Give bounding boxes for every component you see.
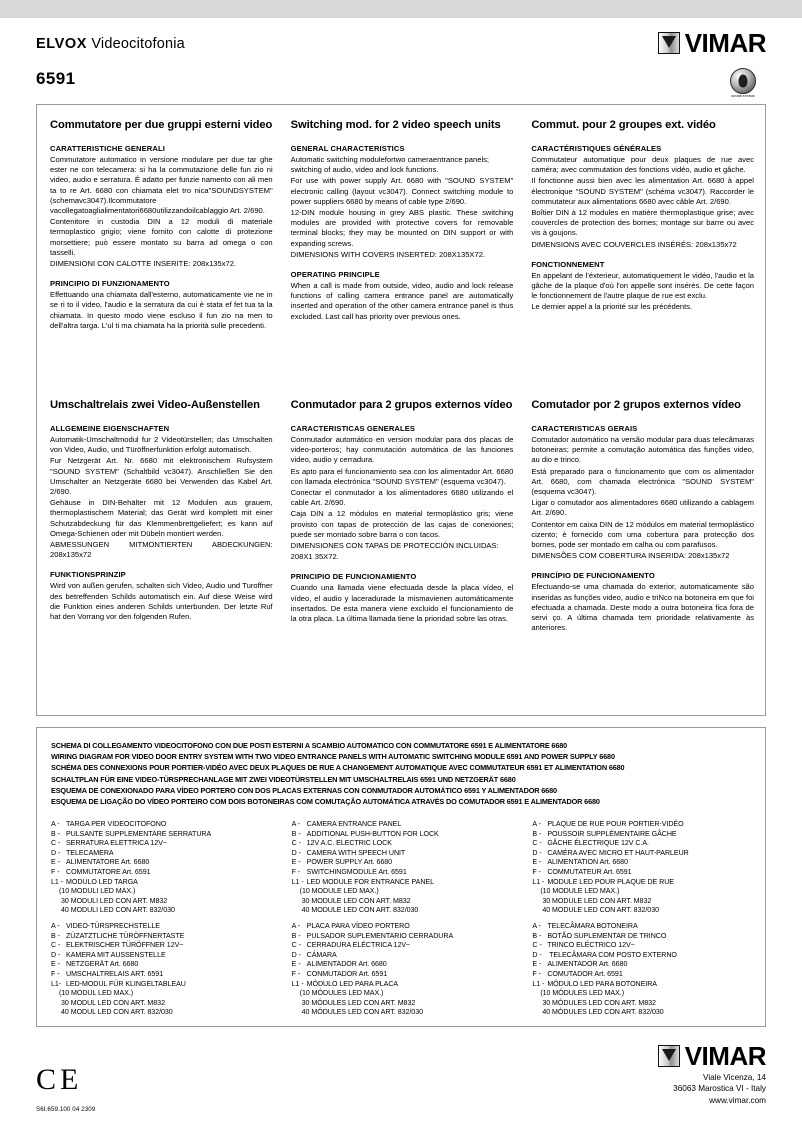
paragraph-es-7: Cuando una llamada viene efectuada desde la placa vídeo, el vídeo, el audio y laceradurade la mismavienen automáticamente insertados. De esta manera viene excluido el funcionamiento de la otra placa. La última llamada tiene la prioridad sobre las otras. [290, 583, 514, 624]
paragraph-en-2: For use with power supply Art. 6680 with "SOUND SYSTEM" electronic calling (layout vc3047). Connect switching module to power suppliers 6680 by means of cable type 2/690. [290, 176, 514, 206]
paragraph-pt-2: Está preparado para o funcionamento que com os alimentador Art. 6680, com chamada electrónica "SOUND SYSTEM" (esquema vc3047). [531, 466, 754, 497]
legend-text: TELECÂMARA COM POSTO EXTERNO [547, 950, 677, 959]
legend-item [532, 970, 757, 980]
legend-text: TELECAMERA [66, 848, 114, 857]
legend-item [532, 897, 757, 907]
legend-item [292, 849, 517, 859]
legend-item [51, 820, 276, 830]
ce-letter-e: E [60, 1063, 79, 1096]
section-head-fr-general: CARACTÉRISTIQUES GÉNÉRALES [531, 144, 662, 153]
legend-item [292, 922, 517, 932]
legend-text: 30 MODULE LED CON ART. M832 [301, 896, 411, 905]
sound-system-icon [730, 68, 756, 94]
address-city: 36063 Marostica VI - Italy [673, 1084, 766, 1094]
legend-key: L1 - [51, 877, 64, 886]
paragraph-pt-3: Ligar o comutador aos alimentadores 6680 utilizando a cablagem Art. 2/690. [531, 498, 754, 518]
legend-key: C - [51, 941, 61, 950]
column-title-fr: Commut. pour 2 groupes ext. vidéo [531, 119, 716, 131]
legend-text: PLAQUE DE RUE POUR PORTIER-VIDÉO [547, 820, 684, 828]
legend-key: E - [532, 960, 542, 969]
legend-text: ALIMENTADOR Art. 6680 [306, 960, 387, 969]
legend-item [292, 932, 517, 942]
document-code: S6I.659.100 04 2309 [36, 1106, 96, 1113]
legend-text: ELEKTRISCHER TÜRÖFFNER 12V~ [66, 941, 184, 950]
legend-item [532, 849, 757, 859]
legend-item [532, 906, 757, 916]
paragraph-es-4: Caja DIN a 12 módulos en material termoplástico gris; viene provisto con tapas de protección de las cajas de conexiones; puede ser montado sobre barra o con tacos. [290, 509, 514, 539]
description-column-es [291, 399, 514, 634]
legend-list-en [292, 820, 517, 916]
sound-system-badge [728, 68, 758, 98]
legend-text: SWITCHINGMODULE Art. 6591 [306, 867, 407, 876]
address-street: Viale Vicenza, 14 [703, 1073, 766, 1082]
legend-key: A - [291, 922, 301, 930]
legend-item [51, 906, 276, 916]
legend-item [51, 941, 276, 951]
legend-key: L1 - [291, 979, 304, 988]
legend-key: E - [291, 960, 301, 969]
legend-item [292, 970, 517, 980]
legend-text: CÁMARA [306, 950, 337, 959]
legend-key: F - [51, 969, 60, 978]
section-head-it-general: CARATTERISTICHE GENERALI [50, 144, 165, 153]
legend-key: B - [51, 829, 60, 838]
section-head-de-principle: FUNKTIONSPRINZIP [50, 570, 126, 580]
paragraph-pt-5: DIMENSÕES COM COBERTURA INSERIDA: 208x135x72 [531, 551, 730, 561]
legend-item [292, 951, 517, 961]
legend-key: C - [291, 839, 301, 848]
legend-item [532, 887, 757, 897]
legend-item [51, 970, 276, 980]
legend-key: B - [291, 931, 301, 940]
legend-list-fr [532, 820, 757, 916]
paragraph-it-4: Effettuando una chiamata dall'esterno, automaticamente vie ne in se ri to il video, l'audio e la serratura da cui è stata ef fet tua ta la chiamata. In questo modo viene escluso il fun zio na men to dell'altra targa. L'ul ti ma chiamata ha la priorità sulle precedenti. [50, 290, 273, 330]
vimar-wordmark: VIMAR [684, 28, 766, 58]
legend-item [51, 887, 276, 897]
legend-text: (10 MODUL LED MAX.) [59, 989, 134, 998]
legend-text: CERRADURA ELÉCTRICA 12V~ [306, 941, 411, 950]
legend-key: F - [532, 867, 541, 876]
legend-item [51, 932, 276, 942]
legend-text: ALIMENTATION Art. 6680 [547, 858, 628, 867]
wiring-title-en: WIRING DIAGRAM FOR VIDEO DOOR ENTRY SYSTEM WITH TWO VIDEO ENTRANCE PANELS WITH AUTOMATIC SWITCHING MODULE 6591 AND POWER SUPPLY 6680 [51, 752, 615, 762]
legend-text: ADDITIONAL PUSH-BUTTON FOR LOCK [306, 829, 439, 838]
column-title-it: Commutatore per due gruppi esterni video [50, 119, 273, 131]
section-head-it-principle: PRINCIPIO DI FUNZIONAMENTO [50, 279, 170, 289]
section-head-es-principle: PRINCIPIO DE FUNCIONAMIENTO [290, 572, 417, 582]
legend-item [292, 868, 517, 878]
wiring-diagram-titles [51, 740, 757, 807]
legend-item [292, 960, 517, 970]
wiring-title-de: SCHALTPLAN FÜR EINE VIDEO-TÜRSPRECHANLAGE MIT ZWEI VIDEOTÜRSTELLEN MIT UMSCHALTRELAIS 6591 UND NETZGERÄT 6680 [51, 774, 516, 784]
legend-key: E - [291, 858, 301, 867]
page-header [36, 28, 766, 106]
legend-text: ZÜZATZTLICHE TÜRÖFFNERTASTE [66, 931, 185, 940]
legend-text: VIDEO-TÜRSPRECHSTELLE [66, 922, 160, 930]
description-column-de [50, 399, 273, 634]
legend-text: 40 MÓDULES LED CON ART. 832/030 [301, 1008, 423, 1017]
legend-item [51, 849, 276, 859]
legend-text: TARGA PER VIDEOCITOFONO [66, 820, 167, 828]
legend-list-es [292, 922, 517, 1018]
legend-text: TRINCO ELÉCTRICO 12V~ [547, 941, 635, 950]
legend-key: D - [532, 950, 542, 959]
legend-item [51, 999, 276, 1009]
paragraph-es-2: Es apto para el funcionamiento sea con los alimentador Art. 6680 con llamada electrónica "SOUND SYSTEM" (esquema vc3047). [290, 466, 514, 486]
legend-text: TELECÂMARA BOTONEIRA [547, 922, 638, 930]
legend-text: BOTÃO SUPLEMENTAR DE TRINCO [547, 931, 667, 940]
legend-item [532, 1008, 757, 1018]
legend-item [51, 980, 276, 990]
legend-key: A - [51, 820, 60, 828]
legend-key: D - [291, 950, 301, 959]
legend-item [292, 980, 517, 990]
legend-key: C - [291, 941, 301, 950]
legend-text: ALIMENTATORE Art. 6680 [66, 858, 150, 867]
legend-item [51, 868, 276, 878]
legend-text: MÓDULO LED PARA PLACA [306, 979, 399, 988]
page-top-band [0, 0, 802, 18]
brand-line [36, 36, 185, 52]
legend-key: E - [51, 960, 60, 969]
paragraph-en-5: When a call is made from outside, video, audio and lock release functions of calling camera entrance panel are automatically inserted and operation of the other camera entrance panel is thus excluded. Last call has priority over previous ones. [290, 281, 514, 321]
brand-subtitle: Videocitofonia [91, 36, 185, 52]
legend-text: (10 MÓDULES LED MAX.) [540, 989, 625, 998]
legend-text: 40 MODULE LED CON ART. 832/030 [301, 906, 419, 915]
legend-text: 30 MÓDULES LED CON ART. M832 [542, 998, 656, 1007]
wiring-title-it: SCHEMA DI COLLEGAMENTO VIDEOCITOFONO CON DUE POSTI ESTERNI A SCAMBIO AUTOMATICO CON COMMUTATORE 6591 E ALIMENTATORE 6680 [51, 741, 568, 750]
legend-key: F - [291, 969, 301, 978]
paragraph-es-1: Conmutador automático en version modular para dos placas de video-porteros; hay conmutación automática de las funciones video, audio y cerradura. [290, 435, 514, 465]
section-head-fr-principle: FONCTIONNEMENT [531, 259, 605, 269]
vimar-wordmark: VIMAR [684, 1041, 766, 1071]
legend-text: COMMUTATORE Art. 6591 [66, 867, 151, 876]
legend-text: 30 MODULE LED CON ART. M832 [542, 896, 652, 905]
paragraph-it-2: Contenitore in custodia DIN a 12 moduli di materiale termoplastico grigio; viene fornito con calotte di protezione morsettiere; può essere montato su barra ad omega o con tasselli. [50, 217, 273, 257]
page-footer [36, 1035, 766, 1115]
legend-item [532, 999, 757, 1009]
legend-key: B - [291, 829, 301, 838]
company-address [658, 1072, 766, 1106]
legend-item [292, 887, 517, 897]
legend-text: MODULE LED POUR PLAQUE DE RUE [547, 877, 674, 886]
legend-item [292, 858, 517, 868]
paragraph-es-6: 208X1 35X72. [290, 552, 339, 562]
section-head-de-general: ALLGEMEINE EIGENSCHAFTEN [50, 424, 170, 433]
legend-item [51, 960, 276, 970]
vimar-logo-header [658, 30, 766, 56]
legend-item [532, 922, 757, 932]
legend-item [51, 989, 276, 999]
section-head-pt-principle: PRINCÍPIO DE FUNCIONAMENTO [531, 571, 655, 581]
product-description-box [36, 104, 766, 716]
sound-system-caption: SOUND SYSTEM [731, 95, 755, 98]
legend-text: PLACA PARA VÍDEO PORTERO [306, 922, 410, 930]
legend-item [51, 830, 276, 840]
column-title-de: Umschaltrelais zwei Video-Außenstellen [50, 399, 260, 411]
legend-key: C - [532, 941, 542, 950]
section-head-en-principle: OPERATING PRINCIPLE [290, 270, 380, 280]
legend-key: C - [532, 839, 542, 848]
column-title-en: Switching mod. for 2 video speech units [290, 119, 501, 131]
legend-text: COMUTADOR Art. 6591 [547, 969, 623, 978]
legend-text: PULSANTE SUPPLEMENTARE SERRATURA [66, 829, 212, 838]
legend-item [51, 1008, 276, 1018]
legend-text: 30 MÓDULES LED CON ART. M832 [301, 998, 416, 1007]
paragraph-fr-1: Commutateur automatique pour deux plaques de rue avec caméra; avec commutation des fonctions vidéo, audio et gâche. [531, 155, 754, 175]
legend-key: E - [51, 858, 60, 867]
legend-item [51, 839, 276, 849]
legend-item [51, 878, 276, 888]
legend-item [292, 830, 517, 840]
paragraph-de-1: Automatik-Umschaltmodul fur 2 Videotürstellen; das Umschalten von Video, Audio, und Türöffnerfunktion erfolgt automatisch. [50, 435, 273, 455]
legend-text: 12V A.C. ELECTRIC LOCK [306, 839, 392, 848]
legend-text: (10 MODULE LED MAX.) [540, 887, 620, 896]
legend-text: (10 MÓDULES LED MAX.) [299, 989, 384, 998]
description-column-fr [531, 119, 754, 332]
legend-item [292, 1008, 517, 1018]
description-column-pt [531, 399, 754, 634]
description-row-2 [50, 399, 754, 634]
ce-letter-c: C [36, 1063, 57, 1096]
page-title: 6591 [36, 69, 76, 88]
legend-key: B - [51, 931, 60, 940]
legend-item [532, 830, 757, 840]
legend-key: F - [291, 867, 301, 876]
legend-text: POUSSOIR SUPPLÉMENTAIRE GÂCHE [547, 829, 677, 838]
legend-key: A - [532, 820, 541, 828]
legend-item [532, 960, 757, 970]
legend-text: 40 MODULE LED CON ART. 832/030 [542, 906, 659, 915]
ce-marking-icon [36, 1065, 78, 1095]
paragraph-pt-4: Contentor em caixa DIN de 12 módulos em material termoplástico cizento; è fornecido com uma cobertura para protecção dos bornes, pode ser montado em calha ou com parafusos. [531, 519, 754, 550]
legend-key: D - [51, 950, 61, 959]
legend-item [51, 951, 276, 961]
paragraph-de-2: Fur Netzgerät Art. Nr. 6680 mit elektronischem Rufsystem "SOUND SYSTEM" (Schaltbild vc3047). Anschließen Sie den Umschalter an Netzgeräte 6680 bei Verwenden das Kabel Art. 2/690. [50, 456, 273, 497]
legend-key: L1- [51, 979, 62, 988]
legend-row-1 [51, 820, 757, 916]
legend-item [292, 820, 517, 830]
paragraph-de-4: ABMESSUNGEN MITMONTIERTEN ABDECKUNGEN: 208x135x72 [50, 540, 273, 560]
legend-text: 30 MODULI LED CON ART. M832 [61, 896, 168, 905]
paragraph-fr-2: Il fonctionne aussi bien avec les alimentation Art. 6680 à appel électronique "SOUND SYSTEM" (schéma vc3047). Raccorder le commutateur aux alimentations 6680 avec câble Art. 2/690. [531, 176, 754, 206]
legend-key: D - [51, 848, 61, 857]
paragraph-pt-6: Efectuando-se uma chamada do exterior, automaticamente são inseridas as funções video, audio e triNco na botoneira em que foi efectuada a chamada. Deste modo a outra botoneira fica fora de servi ço. A última chamada tem prioridade relativamente às anteriores. [531, 582, 754, 633]
legend-text: CAMÉRA AVEC MICRO ET HAUT-PARLEUR [547, 848, 689, 857]
legend-text: MODULO LED TARGA [66, 877, 138, 886]
description-column-it [50, 119, 273, 332]
legend-text: CAMERA WITH SPEECH UNIT [306, 848, 406, 857]
legend-key: A - [532, 922, 541, 930]
legend-text: GÂCHE ÉLECTRIQUE 12V C.A. [547, 839, 649, 848]
legend-item [532, 980, 757, 990]
paragraph-fr-5: En appelant de l'éxterieur, automatiquement le vidéo, l'audio et la gâche de la plaque d'où l'on appelle sont insérés. De cette façon le fonctionnement de l'autre plaque de rue est exclu. [531, 270, 754, 301]
legend-item [292, 839, 517, 849]
legend-text: 40 MODUL LED CON ART. 832/030 [61, 1008, 173, 1017]
paragraph-en-4: DIMENSIONS WITH COVERS INSERTED: 208X135X72. [290, 249, 486, 259]
legend-item [51, 858, 276, 868]
wiring-diagram-box [36, 727, 766, 1027]
legend-item [51, 897, 276, 907]
legend-text: UMSCHALTRELAIS ART. 6591 [66, 969, 164, 978]
legend-item [532, 858, 757, 868]
legend-text: 30 MODUL LED CON ART. M832 [61, 998, 165, 1007]
legend-item [532, 989, 757, 999]
legend-key: L1 - [532, 877, 545, 886]
legend-key: D - [532, 848, 542, 857]
legend-row-2 [51, 922, 757, 1018]
legend-text: LED-MODUL FÜR KLINGELTABLEAU [66, 979, 186, 988]
legend-item [532, 820, 757, 830]
legend-key: C - [51, 839, 61, 848]
paragraph-pt-1: Comutador automático na versão modular para duas telecâmaras botoneiras; permite a comutação automática das funções video, au dio e trinco. [531, 435, 754, 465]
vimar-logo-footer [658, 1043, 766, 1069]
legend-text: (10 MODULI LED MAX.) [59, 887, 136, 896]
wiring-title-fr: SCHÉMA DES CONNEXIONS POUR PORTIER-VIDÉO AVEC DEUX PLAQUES DE RUE A CHANGEMENT AUTOMATIQUE AVEC COMMUTATEUR 6591 ET ALIMENTATION 6680 [51, 763, 625, 773]
legend-text: COMMUTATEUR Art. 6591 [547, 867, 632, 876]
legend-text: KAMERA MIT AUSSENSTELLE [66, 950, 166, 959]
legend-text: (10 MODULE LED MAX.) [299, 887, 379, 896]
description-row-1 [50, 119, 754, 332]
legend-list-de [51, 922, 276, 1018]
legend-item [532, 951, 757, 961]
legend-key: E - [532, 858, 542, 867]
legend-key: L1 - [532, 979, 545, 988]
legend-text: NETZGERÄT Art. 6680 [66, 960, 139, 969]
legend-key: A - [291, 820, 301, 828]
legend-item [292, 897, 517, 907]
legend-text: PULSADOR SUPLEMENTARIO CERRADURA [306, 931, 454, 940]
legend-text: 40 MODULI LED CON ART. 832/030 [61, 906, 175, 915]
legend-key: A - [51, 922, 60, 930]
legend-list-it [51, 820, 276, 916]
legend-list-pt [532, 922, 757, 1018]
paragraph-fr-3: Boîtier DIN à 12 modules en matière thermoplastique grise; avec couvercles de protection des bornes; montage sur barre ou avec vis à goujons. [531, 208, 754, 238]
section-head-es-general: CARACTERISTICAS GENERALES [290, 424, 416, 433]
paragraph-it-3: DIMENSIONI CON CALOTTE INSERITE: 208x135x72. [50, 259, 237, 269]
vimar-mark-icon [658, 1045, 680, 1067]
legend-item [532, 941, 757, 951]
legend-text: ALIMENTADOR Art. 6680 [547, 960, 628, 969]
legend-item [292, 989, 517, 999]
legend-text: CONMUTADOR Art. 6591 [306, 969, 388, 978]
legend-text: 40 MÓDULES LED CON ART. 832/030 [542, 1008, 664, 1017]
brand-elvox: ELVOX [36, 36, 88, 52]
paragraph-de-3: Gehäuse in DIN-Behälter mit 12 Modulen aus grauem, thermoplastischem Material; das Gerät wird komplett mit einer Schutzabdeckung für das Klemmenbrettgeliefert; es kann auf Omega-Schienen oder mit Dübeln montiert werden. [50, 498, 273, 538]
paragraph-fr-6: Le dernier appel a la priorité sur les précédents. [531, 302, 693, 312]
wiring-title-es: ESQUEMA DE CONEXIONADO PARA VÍDEO PORTERO CON DOS PLACAS EXTERNAS CON CONMUTADOR AUTOMÁTICO 6591 Y ALIMENTADOR 6680 [51, 785, 557, 795]
legend-key: B - [532, 829, 542, 838]
legend-item [532, 878, 757, 888]
vimar-mark-icon [658, 32, 680, 54]
legend-item [532, 932, 757, 942]
paragraph-es-3: Conectar el conmutador a los alimentadores 6680 utilizando el cable Art. 2/690. [290, 488, 514, 508]
legend-item [292, 906, 517, 916]
legend-key: F - [51, 867, 60, 876]
legend-item [292, 999, 517, 1009]
legend-text: POWER SUPPLY Art. 6680 [306, 858, 393, 867]
legend-item [532, 868, 757, 878]
legend-text: LED MODULE FOR ENTRANCE PANEL [306, 877, 434, 886]
column-title-es: Conmutador para 2 grupos externos vídeo [290, 399, 513, 411]
legend-text: SERRATURA ELETTRICA 12V~ [66, 839, 167, 848]
legend-text: MÓDULO LED PARA BOTONEIRA [547, 979, 657, 988]
paragraph-fr-4: DIMENSIONS AVEC COUVERCLES INSÉRÉS: 208x135x72 [531, 239, 737, 249]
legend-key: B - [532, 931, 542, 940]
legend-item [292, 941, 517, 951]
column-title-pt: Comutador por 2 grupos externos vídeo [531, 399, 741, 411]
legend-key: D - [291, 848, 301, 857]
section-head-pt-general: CARACTERISTICAS GERAIS [531, 424, 638, 433]
legend-text: CAMERA ENTRANCE PANEL [306, 820, 402, 828]
paragraph-it-1: Commutatore automatico in versione modulare per due tar ghe ester ne con telecamera: si ha la commutazione delle fun zio ni video, audio e serratura. É adatto per funzie namento con ali men ta to re Art. 6680 con chiamata elet tro nica"SOUNDSYSTEM"(schemavc3047).Ilcommutatore vacollegatoaglialimentatori6680utilizzandoilcablaggio Art. 2/690. [50, 155, 273, 216]
legend-item [51, 922, 276, 932]
paragraph-en-1: Automatic switching modulefortwo cameraentrance panels; switching of audio, video and lock functions. [290, 155, 490, 175]
section-head-en-general: GENERAL CHARACTERISTICS [290, 144, 405, 153]
description-column-en [291, 119, 514, 332]
legend-key: L1 - [291, 877, 304, 886]
legend-item [532, 839, 757, 849]
wiring-title-pt: ESQUEMA DE LIGAÇÃO DO VÍDEO PORTEIRO COM DOIS BOTONEIRAS COM COMUTAÇÃO AUTOMÁTICA ATRAVÉS DO COMUTADOR 6591 E ALIMENTADOR 6680 [51, 797, 600, 807]
paragraph-de-5: Wird von außen gerufen, schalten sich Video, Audio und Turoffner des betreffenden Schilds automatisch ein. Auf diese Weise wird die Funktion eines anderen Schilds unterbunden. Der letzte Ruf hat den Vorrang vor den folgenden Rufen. [50, 581, 273, 622]
paragraph-en-3: 12-DIN module housing in grey ABS plastic. These switching modules are provided with protective covers for removable terminal blocks; they may be mounted on DIN support or with expanding screws. [290, 208, 514, 248]
legend-item [292, 878, 517, 888]
paragraph-es-5: DIMENSIONES CON TAPAS DE PROTECCIÓN INCLUIDAS: [290, 541, 499, 551]
company-info [658, 1043, 766, 1106]
company-website: www.vimar.com [709, 1095, 766, 1105]
legend-key: F - [532, 969, 541, 978]
